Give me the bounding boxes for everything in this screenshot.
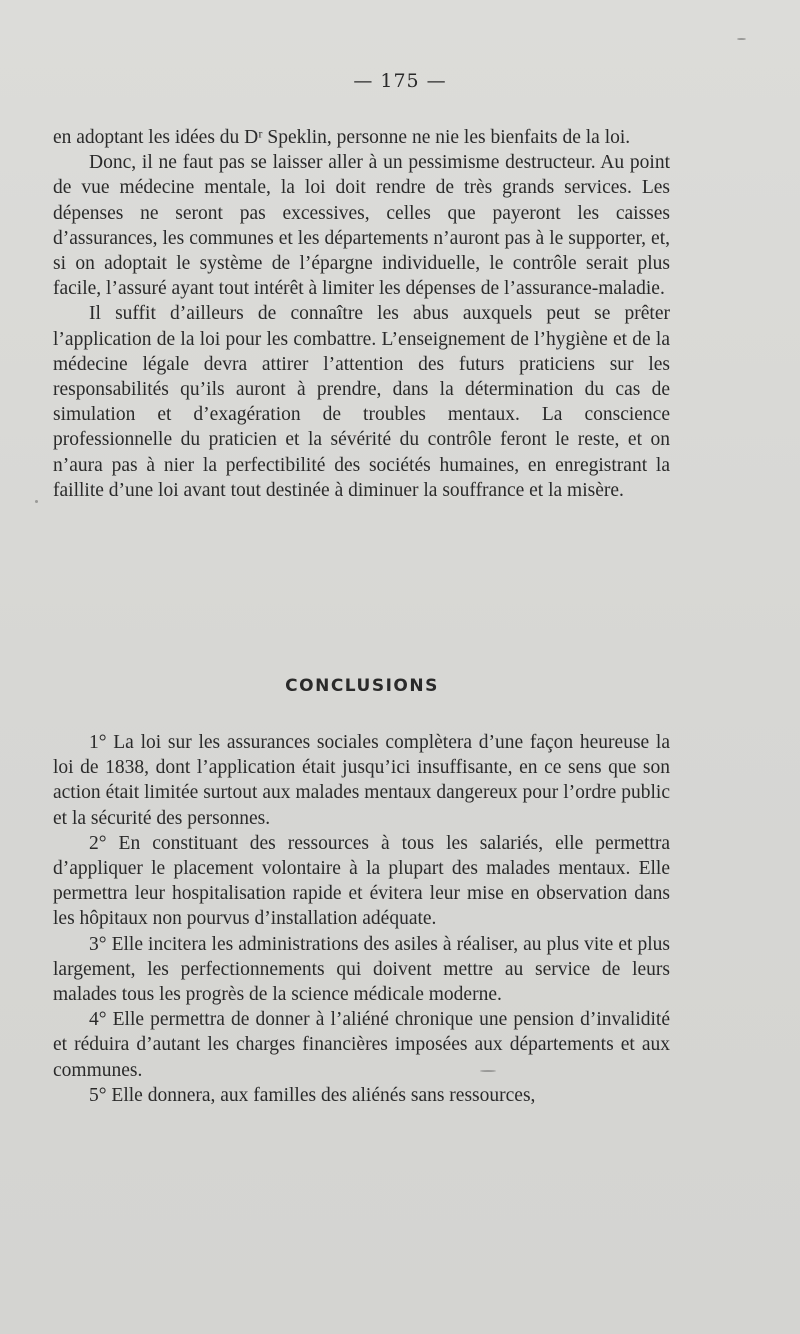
conclusion-item: 2° En constituant des ressources à tous les salariés, elle permettra d’appliquer le placement volontaire à la plupart des malades mentaux. Elle permettra leur hospitalisation rapide et évitera leur mise en observation dans les hôpitaux non pourvus d’installation adéquate. (53, 832, 670, 930)
conclusion-item: 5° Elle donnera, aux familles des aliénés sans ressources, (89, 1084, 536, 1106)
section-heading: CONCLUSIONS (285, 676, 439, 696)
conclusion-item: 4° Elle permettra de donner à l’aliéné chronique une pension d’invalidité et réduira d’autant les charges financières imposées aux départements et aux communes. (53, 1009, 670, 1081)
paper-speck (35, 500, 38, 503)
conclusion-item: 1° La loi sur les assurances sociales complètera d’une façon heureuse la loi de 1838, dont l’application était jusqu’ici insuffisante, en ce sens que son action était limitée surtout aux malades mentaux dangereux pour l’ordre public et la sécurité des personnes. (53, 732, 670, 829)
paragraph: Il suffit d’ailleurs de connaître les abus auxquels peut se prêter l’application de la loi pour les combattre. L’enseignement de l’hygiène et de la médecine légale devra attirer l’attention des futurs praticiens sur les responsabilités qu’ils auront à prendre, dans la détermination du cas de simulation et d’exagération de troubles mentaux. La conscience professionnelle du praticien et la sévérité du contrôle feront le reste, et on n’aura pas à nier la perfectibilité des sociétés humaines, en enregistrant la faillite d’une loi avant tout destinée à diminuer la souffrance et la misère. (53, 303, 670, 501)
paper-speck (737, 38, 746, 40)
paragraph: en adoptant les idées du Dʳ Speklin, personne ne nie les bienfaits de la loi. (53, 127, 631, 148)
conclusion-item: 3° Elle incitera les administrations des asiles à réaliser, au plus vite et plus largement, les perfectionnements qui doivent mettre au service de leurs malades tous les progrès de la science médicale moderne. (53, 933, 670, 1006)
main-text (53, 125, 670, 503)
paragraph: Donc, il ne faut pas se laisser aller à un pessimisme destructeur. Au point de vue médecine mentale, la loi doit rendre de très grands services. Les dépenses ne seront pas excessives, celles que payeront les caisses d’assurances, les communes et les départements n’auront pas à le supporter, et, si on adoptait le système de l’épargne individuelle, le contrôle serait plus facile, l’assuré ayant tout intérêt à limiter les dépenses de l’assurance-maladie. (53, 152, 670, 300)
page-number: — 175 — (353, 70, 447, 92)
conclusions-list (53, 730, 670, 1108)
